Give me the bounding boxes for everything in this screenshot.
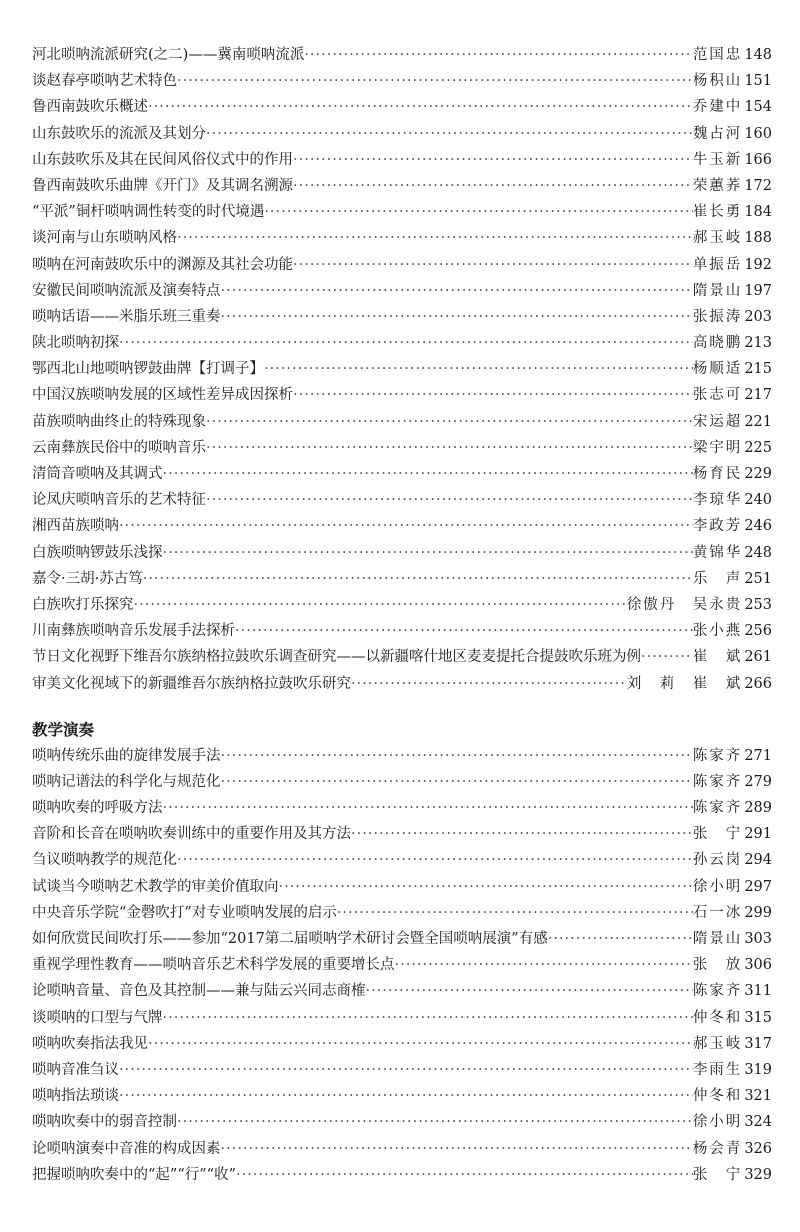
toc-entry <box>32 1031 772 1057</box>
entry-page-number: 197 <box>744 282 772 299</box>
entry-page-number: 261 <box>744 649 772 666</box>
entry-author: 隋景山 <box>692 282 743 299</box>
entry-title: 山东鼓吹乐及其在民间风俗仪式中的作用 <box>32 151 293 168</box>
dot-leader <box>163 461 693 487</box>
entry-page-number: 215 <box>744 361 772 378</box>
entry-page-number: 203 <box>744 308 772 325</box>
entry-author: 仲冬和 <box>692 1088 743 1105</box>
entry-title: 苗族唢呐曲终止的特殊现象 <box>32 413 206 430</box>
dot-leader <box>119 1057 693 1083</box>
dot-leader <box>279 874 693 900</box>
entry-author: 范国忠 <box>692 47 743 63</box>
dot-leader <box>395 952 693 978</box>
entry-title: 谈河南与山东唢呐风格 <box>32 230 177 247</box>
entry-author: 李政芳 <box>692 518 743 535</box>
toc-entry <box>32 1083 772 1109</box>
toc-entry <box>32 199 772 225</box>
dot-leader <box>163 1005 693 1031</box>
entry-author: 陈家齐 <box>692 983 743 1000</box>
entry-title: 音阶和长音在唢呐吹奏训练中的重要作用及其方法 <box>32 826 351 843</box>
toc-entry <box>32 513 772 539</box>
toc-entry <box>32 671 772 697</box>
entry-author: 宋运超 <box>692 413 743 430</box>
entry-page-number: 317 <box>744 1035 772 1052</box>
entry-page-number: 329 <box>744 1166 772 1183</box>
entry-page-number: 324 <box>744 1114 772 1131</box>
dot-leader <box>143 566 693 592</box>
entry-author: 徐傲丹 吴永贵 <box>626 596 743 613</box>
toc-entry <box>32 769 772 795</box>
toc-entry <box>32 926 772 952</box>
entry-title: 审美文化视域下的新疆维吾尔族纳格拉鼓吹乐研究 <box>32 675 351 692</box>
entry-author: 郝玉岐 <box>692 1035 743 1052</box>
entry-page-number: 311 <box>744 983 772 1000</box>
entry-page-number: 253 <box>744 596 772 613</box>
entry-page-number: 225 <box>744 439 772 456</box>
entry-author: 牛玉新 <box>692 151 743 168</box>
entry-title: 谈唢呐的口型与气牌 <box>32 1009 163 1026</box>
dot-leader <box>235 618 693 644</box>
entry-title: 唢呐吹奏中的弱音控制 <box>32 1114 177 1131</box>
dot-leader <box>206 121 693 147</box>
entry-page-number: 151 <box>744 73 772 90</box>
toc-entry <box>32 356 772 382</box>
entry-title: 唢呐话语——米脂乐班三重奏 <box>32 308 221 325</box>
entry-page-number: 154 <box>744 99 772 116</box>
entry-author: 郝玉岐 <box>692 230 743 247</box>
toc-part-one <box>32 42 772 697</box>
entry-title: 陕北唢呐初探 <box>32 335 119 352</box>
entry-title: 唢呐指法琐谈 <box>32 1088 119 1105</box>
entry-title: 川南彝族唢呐音乐发展手法探析 <box>32 623 235 640</box>
section-heading: 教学演奏 <box>32 720 95 739</box>
entry-page-number: 299 <box>744 904 772 921</box>
entry-title: 河北唢呐流派研究(之二)——冀南唢呐流派 <box>32 47 305 63</box>
entry-author: 陈家齐 <box>692 773 743 790</box>
toc-entry <box>32 147 772 173</box>
toc-entry <box>32 225 772 251</box>
entry-title: 重视学理性教育——唢呐音乐艺术科学发展的重要增长点 <box>32 957 395 974</box>
toc-entry <box>32 821 772 847</box>
entry-title: 鄂西北山地唢呐锣鼓曲牌【打调子】 <box>32 361 264 378</box>
toc-entry <box>32 618 772 644</box>
toc-entry <box>32 487 772 513</box>
entry-page-number: 160 <box>744 125 772 142</box>
toc-entry <box>32 952 772 978</box>
entry-page-number: 188 <box>744 230 772 247</box>
entry-author: 黄锦华 <box>692 544 743 561</box>
dot-leader <box>163 795 693 821</box>
dot-leader <box>119 1083 693 1109</box>
dot-leader <box>134 592 627 618</box>
toc-entry <box>32 795 772 821</box>
dot-leader <box>236 1162 693 1188</box>
dot-leader <box>163 540 693 566</box>
dot-leader <box>206 487 693 513</box>
dot-leader <box>148 1031 693 1057</box>
toc-entry <box>32 566 772 592</box>
toc-entry <box>32 94 772 120</box>
toc-entry <box>32 382 772 408</box>
toc-entry <box>32 1109 772 1135</box>
toc-entry <box>32 173 772 199</box>
entry-title: 论凤庆唢呐音乐的艺术特征 <box>32 492 206 509</box>
dot-leader <box>221 1136 693 1162</box>
entry-page-number: 315 <box>744 1009 772 1026</box>
entry-title: 中央音乐学院“金磬吹打”对专业唢呐发展的启示 <box>32 904 337 921</box>
entry-page-number: 279 <box>744 773 772 790</box>
entry-author: 隋景山 <box>692 931 743 947</box>
dot-leader <box>366 978 693 1004</box>
entry-author: 仲冬和 <box>692 1009 743 1026</box>
entry-author: 张 放 <box>692 957 743 974</box>
toc-entry <box>32 1057 772 1083</box>
entry-page-number: 166 <box>744 151 772 168</box>
entry-title: 如何欣赏民间吹打乐——参加“2017第二届唢呐学术研讨会暨全国唢呐展演”有感 <box>32 931 548 947</box>
entry-author: 张 宁 <box>692 826 743 843</box>
toc-entry <box>32 874 772 900</box>
toc-entry <box>32 278 772 304</box>
entry-author: 魏占河 <box>692 125 743 142</box>
toc-entry <box>32 68 772 94</box>
entry-author: 刘 莉 崔 斌 <box>626 675 743 692</box>
dot-leader <box>177 225 693 251</box>
dot-leader <box>351 821 693 847</box>
entry-title: 唢呐记谱法的科学化与规范化 <box>32 773 221 790</box>
dot-leader <box>293 382 693 408</box>
toc-entry <box>32 592 772 618</box>
toc-entry <box>32 644 772 670</box>
table-of-contents <box>32 42 772 1188</box>
entry-page-number: 289 <box>744 800 772 817</box>
entry-title: 唢呐音准刍议 <box>32 1061 119 1078</box>
toc-entry <box>32 330 772 356</box>
entry-title: 唢呐吹奏的呼吸方法 <box>32 800 163 817</box>
entry-page-number: 148 <box>744 47 772 63</box>
entry-title: 山东鼓吹乐的流派及其划分 <box>32 125 206 142</box>
entry-page-number: 240 <box>744 492 772 509</box>
entry-title: 安徽民间唢呐流派及演奏特点 <box>32 282 221 299</box>
entry-page-number: 303 <box>744 931 772 947</box>
entry-page-number: 321 <box>744 1088 772 1105</box>
entry-title: 论唢呐音量、音色及其控制——兼与陆云兴同志商榷 <box>32 983 366 1000</box>
entry-page-number: 306 <box>744 957 772 974</box>
entry-author: 梁宇明 <box>692 439 743 456</box>
toc-part-two <box>32 743 772 1188</box>
entry-title: 中国汉族唢呐发展的区域性差异成因探析 <box>32 387 293 404</box>
entry-page-number: 291 <box>744 826 772 843</box>
dot-leader <box>293 173 693 199</box>
entry-author: 杨顺适 <box>692 361 743 378</box>
entry-page-number: 221 <box>744 413 772 430</box>
entry-author: 徐小明 <box>692 878 743 895</box>
toc-entry <box>32 1005 772 1031</box>
entry-title: 湘西苗族唢呐 <box>32 518 119 535</box>
toc-entry <box>32 978 772 1004</box>
entry-author: 崔长勇 <box>692 204 743 221</box>
dot-leader <box>337 900 693 926</box>
entry-page-number: 217 <box>744 387 772 404</box>
toc-entry <box>32 435 772 461</box>
entry-page-number: 248 <box>744 544 772 561</box>
dot-leader <box>177 1109 693 1135</box>
entry-author: 张小燕 <box>692 623 743 640</box>
dot-leader <box>177 847 693 873</box>
entry-title: “平派”铜杆唢呐调性转变的时代境遇 <box>32 204 265 221</box>
dot-leader <box>119 330 693 356</box>
dot-leader <box>264 199 692 225</box>
entry-title: 唢呐吹奏指法我见 <box>32 1035 148 1052</box>
entry-page-number: 297 <box>744 878 772 895</box>
entry-page-number: 172 <box>744 177 772 194</box>
dot-leader <box>221 769 693 795</box>
entry-page-number: 266 <box>744 675 772 692</box>
entry-title: 论唢呐演奏中音准的构成因素 <box>32 1140 221 1157</box>
entry-author: 杨会青 <box>692 1140 743 1157</box>
entry-author: 张振涛 <box>692 308 743 325</box>
entry-author: 崔 斌 <box>692 649 743 666</box>
entry-title: 白族唢呐锣鼓乐浅探 <box>32 544 163 561</box>
dot-leader <box>304 42 693 68</box>
dot-leader <box>221 743 693 769</box>
dot-leader <box>148 94 693 120</box>
toc-entry <box>32 42 772 68</box>
entry-title: 把握唢呐吹奏中的“起”“行”“收” <box>32 1166 236 1183</box>
entry-title: 云南彝族民俗中的唢呐音乐 <box>32 439 206 456</box>
dot-leader <box>548 926 693 952</box>
toc-entry <box>32 743 772 769</box>
entry-title: 谈赵春亭唢呐艺术特色 <box>32 73 177 90</box>
entry-author: 乐 声 <box>692 570 743 587</box>
section-gap <box>32 697 772 717</box>
entry-author: 李雨生 <box>692 1061 743 1078</box>
entry-title: 鲁西南鼓吹乐概述 <box>32 99 148 116</box>
entry-page-number: 294 <box>744 852 772 869</box>
entry-author: 李琼华 <box>692 492 743 509</box>
dot-leader <box>264 356 693 382</box>
toc-entry <box>32 461 772 487</box>
entry-title: 刍议唢呐教学的规范化 <box>32 852 177 869</box>
entry-page-number: 213 <box>744 335 772 352</box>
toc-entry <box>32 252 772 278</box>
entry-page-number: 184 <box>744 204 772 221</box>
entry-author: 陈家齐 <box>692 800 743 817</box>
entry-title: 唢呐在河南鼓吹乐中的渊源及其社会功能 <box>32 256 293 273</box>
toc-entry <box>32 1136 772 1162</box>
entry-author: 陈家齐 <box>692 747 743 764</box>
entry-title: 嘉令·三胡·苏古笃 <box>32 570 143 587</box>
dot-leader <box>177 68 693 94</box>
entry-page-number: 246 <box>744 518 772 535</box>
entry-author: 高晓鹏 <box>692 335 743 352</box>
dot-leader <box>351 671 627 697</box>
entry-title: 鲁西南鼓吹乐曲牌《开门》及其调名溯源 <box>32 177 293 194</box>
dot-leader <box>206 435 693 461</box>
entry-author: 徐小明 <box>692 1114 743 1131</box>
entry-title: 清筒音唢呐及其调式 <box>32 466 163 482</box>
entry-page-number: 271 <box>744 747 772 764</box>
entry-title: 节日文化视野下维吾尔族纳格拉鼓吹乐调查研究——以新疆喀什地区麦麦提托合提鼓吹乐班为例 <box>32 649 641 666</box>
toc-entry <box>32 409 772 435</box>
toc-entry <box>32 1162 772 1188</box>
entry-page-number: 192 <box>744 256 772 273</box>
toc-entry <box>32 304 772 330</box>
dot-leader <box>293 252 693 278</box>
dot-leader <box>119 513 693 539</box>
entry-page-number: 251 <box>744 570 772 587</box>
entry-author: 杨育民 <box>692 466 743 482</box>
toc-entry <box>32 121 772 147</box>
entry-title: 唢呐传统乐曲的旋律发展手法 <box>32 747 221 764</box>
toc-entry <box>32 540 772 566</box>
entry-author: 单振岳 <box>692 256 743 273</box>
dot-leader <box>293 147 693 173</box>
dot-leader <box>206 409 693 435</box>
toc-entry <box>32 847 772 873</box>
entry-page-number: 256 <box>744 623 772 640</box>
entry-title: 试谈当今唢呐艺术教学的审美价值取向 <box>32 878 279 895</box>
entry-author: 乔建中 <box>692 99 743 116</box>
entry-page-number: 326 <box>744 1140 772 1157</box>
entry-author: 石一冰 <box>692 904 743 921</box>
dot-leader <box>221 278 693 304</box>
entry-author: 孙云岗 <box>692 852 743 869</box>
toc-entry <box>32 900 772 926</box>
entry-author: 张 宁 <box>692 1166 743 1183</box>
entry-title: 白族吹打乐探究 <box>32 596 134 613</box>
entry-author: 杨积山 <box>692 73 743 90</box>
entry-page-number: 229 <box>744 466 772 482</box>
entry-author: 张志可 <box>692 387 743 404</box>
entry-author: 荣蕙荞 <box>692 177 743 194</box>
entry-page-number: 319 <box>744 1061 772 1078</box>
dot-leader <box>641 644 693 670</box>
dot-leader <box>221 304 693 330</box>
